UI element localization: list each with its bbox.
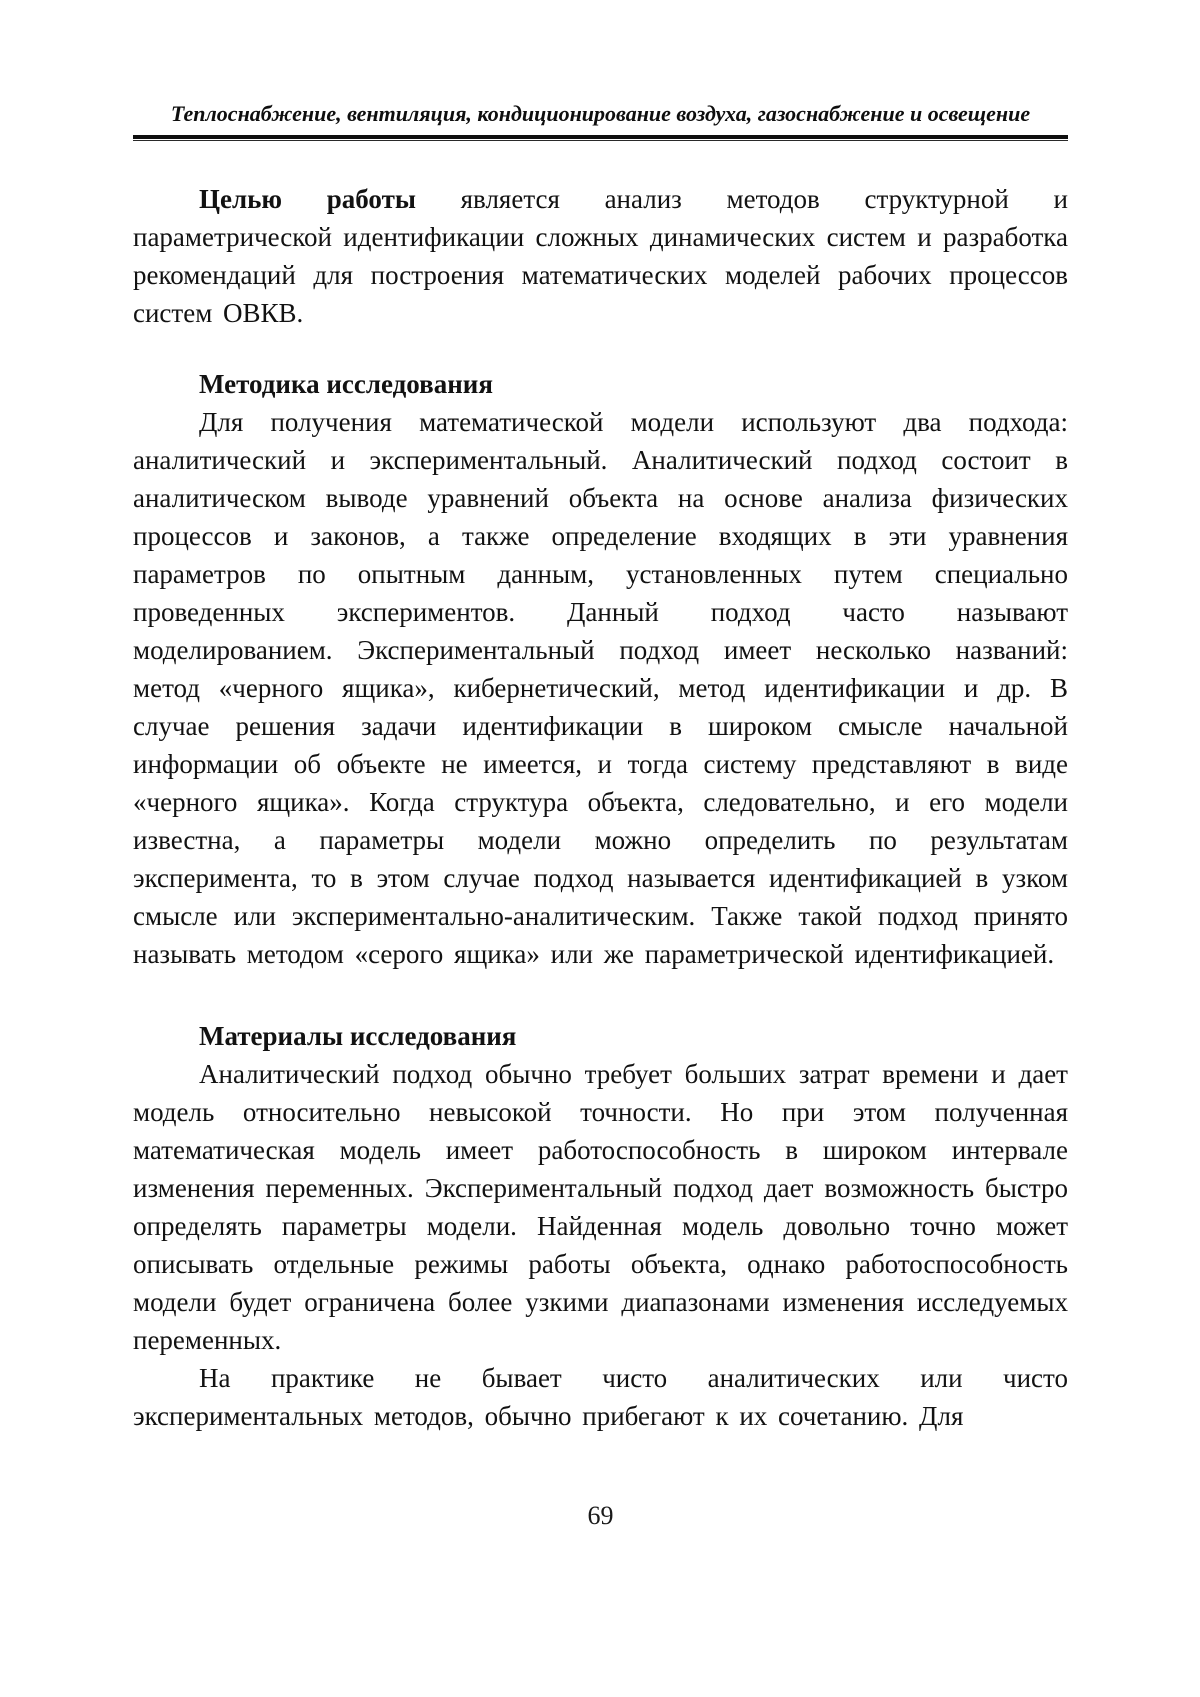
running-title: Теплоснабжение, вентиляция, кондиционирование воздуха, газоснабжение и освещение [170, 101, 1031, 126]
page-footer [133, 1497, 1068, 1535]
materials-section-heading: Материалы исследования [199, 1021, 517, 1051]
intro-text: является анализ методов структурной и параметрической идентификации сложных динамических систем и разработка рекомендаций для построения математических моделей рабочих процессов систем ОВКВ. [133, 184, 1068, 328]
materials-paragraph-2: На практике не бывает чисто аналитических или чисто экспериментальных методов, обычно прибегают к их сочетанию. Для [133, 1363, 1068, 1431]
page-number: 69 [587, 1501, 614, 1530]
page-body [133, 180, 1068, 1435]
page-header [133, 100, 1068, 141]
intro-paragraph [133, 180, 1068, 332]
page-content [133, 0, 1068, 1535]
methodology-section-heading: Методика исследования [199, 369, 493, 399]
methodology-paragraph: Для получения математической модели используют два подхода: аналитический и экспериментальный. Аналитический подход состоит в аналитическом выводе уравнений объекта на основе анализа физических процессов и законов, а также определение входящих в эти уравнения параметров по опытным данным, установленных путем специально проведенных экспериментов. Данный подход часто называют моделированием. Экспериментальный подход имеет несколько названий: метод «черного ящика», кибернетический, метод идентификации и др. В случае решения задачи идентификации в широком смысле начальной информации об объекте не имеется, и тогда систему представляют в виде «черного ящика». Когда структура объекта, следовательно, и его модели известна, а параметры модели можно определить по результатам эксперимента, то в этом случае подход называется идентификацией в узком смысле или экспериментально-аналитическим. Также такой подход принято называть методом «серого ящика» или же параметрической идентификацией. [133, 407, 1068, 969]
header-rule-divider [133, 135, 1068, 141]
materials-paragraph-1: Аналитический подход обычно требует больших затрат времени и дает модель относительно невысокой точности. Но при этом полученная математическая модель имеет работоспособность в широком интервале изменения переменных. Экспериментальный подход дает возможность быстро определять параметры модели. Найденная модель довольно точно может описывать отдельные режимы работы объекта, однако работоспособность модели будет ограничена более узкими диапазонами изменения исследуемых переменных. [133, 1059, 1068, 1355]
intro-lead-bold: Целью работы [199, 184, 416, 214]
